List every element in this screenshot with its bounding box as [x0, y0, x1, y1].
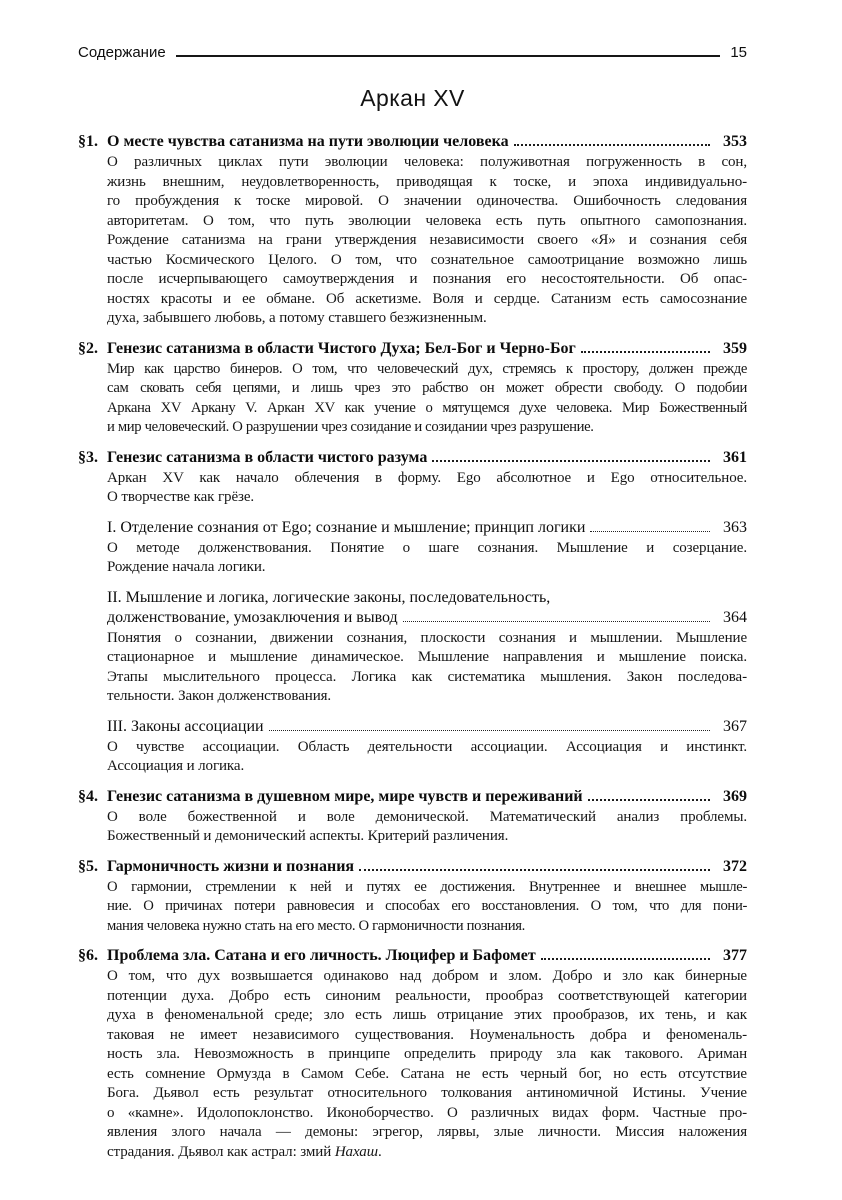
entry-page-number: 367	[723, 717, 747, 735]
entry-description	[107, 153, 747, 329]
dots-leader	[541, 958, 710, 960]
body-line: частью Космического Целого. О том, что сознательное самоотрицание возможно лишь	[107, 251, 747, 268]
toc-entry	[78, 448, 747, 508]
entry-title: Генезис сатанизма в области чистого разума	[107, 448, 428, 466]
entry-heading-row	[107, 608, 747, 628]
body-line: Этапы мыслительного процесса. Логика как систематика мышления. Закон последова-	[107, 668, 747, 685]
body-line: О том, что дух возвышается одинаково над добром и злом. Добро и зло как бинерные	[107, 968, 747, 984]
entry-title: О месте чувства сатанизма на пути эволюции человека	[107, 133, 509, 150]
entry-heading-row	[107, 518, 747, 538]
entry-page-number: 361	[723, 448, 747, 466]
entry-title: Гармоничность жизни и познания	[107, 857, 355, 875]
entry-section-label: §1.	[78, 133, 98, 150]
body-line: Ассоциация и логика.	[107, 758, 245, 774]
body-line: ние. О причинах потери равновесия и способах его восстановления. О том, что для пони-	[107, 898, 747, 914]
entry-description	[107, 360, 747, 438]
dots-leader	[514, 144, 710, 146]
body-line: авторитетам. О том, что путь эволюции человека есть путь опытного самопознания.	[107, 212, 747, 229]
header-rule	[176, 55, 721, 57]
entry-description	[107, 808, 747, 847]
chapter-title: Аркан XV	[360, 85, 465, 111]
entry-title: Генезис сатанизма в душевном мире, мире чувств и переживаний	[107, 787, 583, 805]
body-line: страдания. Дьявол как астрал: змий Нахаш.	[107, 1143, 382, 1160]
toc-entries	[78, 132, 747, 1162]
entry-page-number: 363	[723, 518, 747, 536]
entry-page-number: 369	[723, 787, 747, 805]
body-line: жизнь внешним, неудовлетворенность, приводящая к тоске, и эпоха индивидуально-	[107, 173, 747, 190]
body-line: О чувстве ассоциации. Область деятельности ассоциации. Ассоциация и инстинкт.	[107, 738, 747, 755]
body-line: Рождение сатанизма на грани утверждения независимости своего «Я» и сознания себя	[107, 232, 747, 248]
toc-entry	[78, 132, 747, 329]
entry-title: Генезис сатанизма в области Чистого Духа; Бел-Бог и Черно-Бог	[107, 339, 576, 357]
dots-leader	[269, 730, 710, 731]
dots-leader	[588, 799, 710, 801]
body-line: явления злого начала — демоны: эгрегор, лярвы, злые личности. Миссия наложения	[107, 1124, 747, 1140]
body-line: О творчестве как грёзе.	[107, 489, 255, 505]
entry-section-label: §2.	[78, 339, 98, 357]
entry-heading-row	[78, 132, 747, 152]
entry-heading-row	[78, 946, 747, 966]
entry-title: III. Законы ассоциации	[107, 717, 264, 735]
body-line: О методе долженствования. Понятие о шаге сознания. Мышление и созерцание.	[107, 539, 747, 556]
body-line: О воле божественной и воле демонической. Математический анализ проблемы.	[107, 808, 747, 825]
body-line: Рождение начала логики.	[107, 559, 266, 575]
toc-entry	[78, 717, 747, 777]
entry-page-number: 372	[723, 857, 747, 875]
body-line: таковая не имеет независимого существования. Ноуменальность добра и феноменаль-	[107, 1026, 747, 1043]
entry-description	[107, 878, 747, 937]
header-page-number: 15	[730, 44, 747, 61]
body-line: духа, забывшего любовь, а потому ставшего безжизненным.	[107, 310, 487, 326]
body-line: Божественный и демонический аспекты. Критерий различения.	[107, 828, 509, 844]
body-line: О различных циклах пути эволюции человека: полуживотная погруженность в сон,	[107, 154, 747, 170]
body-line: тельности. Закон долженствования.	[107, 688, 332, 704]
body-line: Бога. Дьявол есть результат относительного толкования антиномичной Истины. Учение	[107, 1085, 747, 1101]
body-line: мания человека нужно стать на его место. О гармоничности познания.	[107, 917, 526, 934]
dots-leader	[432, 460, 710, 462]
body-line: го пробуждения к тоске мировой. О значении одиночества. Ошибочность следования	[107, 193, 747, 209]
body-line: ностях красоты и ее обмане. Об аскетизме. Воля и сердце. Сатанизм есть самосознание	[107, 290, 747, 307]
entry-heading-row	[78, 339, 747, 359]
body-line: Аркана XV Аркану V. Аркан XV как учение о мятущемся духе человека. Мир Божественный	[107, 399, 747, 416]
entry-description	[107, 629, 747, 707]
entry-page-number: 377	[723, 947, 747, 964]
toc-entry	[78, 857, 747, 937]
body-line: сам сковать себя цепями, и лишь чрез это рабство он может обрести свободу. О подобии	[107, 380, 747, 396]
body-line: О гармонии, стремлении к ней и путях ее достижения. Внутреннее и внешнее мышле-	[107, 878, 747, 895]
entry-description	[107, 967, 747, 1162]
body-line: после исчерпывающего самоутверждения и познания его несостоятельности. Об опас-	[107, 271, 747, 287]
toc-entry	[78, 518, 747, 578]
body-line: стационарное и мышление динамическое. Мышление направления и мышление поиска.	[107, 649, 747, 665]
body-line: есть сомнение Ормузда в Самом Себе. Сатана не есть черный бог, но есть отсутствие	[107, 1065, 747, 1082]
dots-leader	[359, 869, 710, 871]
entry-heading-line: II. Мышление и логика, логические законы, последовательность,	[107, 588, 551, 606]
toc-entry	[78, 588, 747, 707]
dots-leader	[581, 351, 710, 353]
body-line: потенции духа. Добро есть синоним реальности, прообраз соответствующей категории	[107, 987, 747, 1004]
body-line: духа в феноменальной среде; зло есть лишь отрицание этих прообразов, их тень, и как	[107, 1007, 747, 1023]
body-line: и мир человеческий. О разрушении чрез созидание и созидании чрез разрушение.	[107, 419, 594, 435]
entry-title: Проблема зла. Сатана и его личность. Люцифер и Бафомет	[107, 947, 536, 964]
entry-page-number: 364	[723, 608, 747, 626]
body-line: Аркан XV как начало облечения в форму. Ego абсолютное и Ego относительное.	[107, 469, 747, 486]
body-line: ность зла. Невозможность в принципе определить природу зла как такового. Ариман	[107, 1046, 747, 1062]
entry-description	[107, 738, 747, 777]
entry-heading-pre-lines	[107, 588, 747, 608]
entry-section-label: §4.	[78, 787, 98, 805]
entry-description	[107, 539, 747, 578]
entry-section-label: §5.	[78, 857, 98, 875]
body-line: Мир как царство бинеров. О том, что человеческий дух, стремясь к простору, должен прежде	[107, 360, 747, 377]
toc-entry	[78, 946, 747, 1162]
entry-heading-row	[107, 717, 747, 737]
body-line: о «камне». Идолопоклонство. Иконоборчество. О различных видах форм. Частные про-	[107, 1104, 747, 1121]
entry-title: I. Отделение сознания от Ego; сознание и мышление; принцип логики	[107, 518, 586, 536]
entry-heading-row	[78, 787, 747, 807]
running-title: Содержание	[78, 44, 166, 61]
page-header	[78, 44, 747, 61]
dots-leader	[403, 621, 710, 622]
entry-page-number: 353	[723, 133, 747, 150]
body-line: Понятия о сознании, движении сознания, плоскости сознания и мышлении. Мышление	[107, 629, 747, 646]
entry-description	[107, 469, 747, 508]
entry-section-label: §6.	[78, 947, 98, 964]
entry-heading-row	[78, 857, 747, 877]
entry-page-number: 359	[723, 339, 747, 357]
entry-title: долженствование, умозаключения и вывод	[107, 608, 398, 626]
dots-leader	[590, 531, 710, 532]
entry-heading-row	[78, 448, 747, 468]
toc-entry	[78, 787, 747, 847]
toc-entry	[78, 339, 747, 438]
entry-section-label: §3.	[78, 448, 98, 466]
